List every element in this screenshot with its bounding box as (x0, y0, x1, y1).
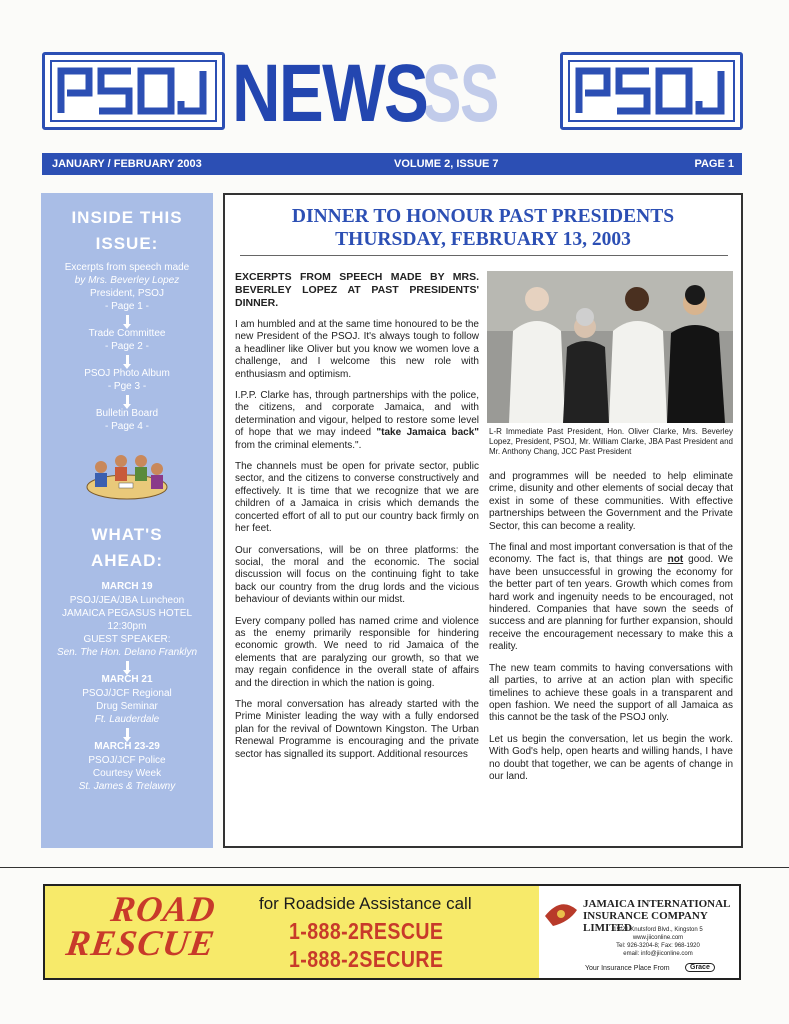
down-arrow-icon (126, 661, 129, 671)
toc-item-line: by Mrs. Beverley Lopez (74, 275, 180, 286)
event-line: Drug Seminar (96, 701, 158, 712)
photo-caption: L-R Immediate Past President, Hon. Oliver Clarke, Mrs. Beverley Lopez, President, PSOJ, Mr. William Clarke, JBA Past President and Mr. Anthony Chang, JCC Past President (489, 427, 733, 456)
article-column-right (489, 471, 733, 792)
meeting-illustration-icon (79, 445, 175, 507)
event-line: Ft. Lauderdale (94, 714, 160, 725)
jiic-tagline: Your Insurance Place From (585, 965, 670, 972)
assistance-call-text: for Roadside Assistance call (259, 894, 472, 913)
phone-number-rescue: 1-888-2RESCUE (289, 918, 444, 944)
ahead-heading-1: WHAT'S (91, 525, 163, 544)
headline-line-2: THURSDAY, FEBRUARY 13, 2003 (335, 229, 631, 250)
road-rescue-advert (43, 884, 741, 980)
article-paragraph: The new team commits to having conversations with all parties, to arrive at an action plan with specific timelines to achieve these goals in a transparent and open fashion. We need the support of all Jamaica as this cannot be the task of the PSOJ only. (489, 662, 733, 724)
issue-bar (42, 153, 742, 175)
dinner-photo (487, 271, 733, 423)
headline-line-1: DINNER TO HONOUR PAST PRESIDENTS (291, 206, 675, 227)
inside-heading-2: ISSUE: (95, 234, 159, 253)
issue-page: PAGE 1 (694, 158, 734, 170)
page-divider (0, 867, 789, 868)
headline-rule (240, 255, 728, 256)
event-line: GUEST SPEAKER: (83, 634, 171, 645)
toc-item-speech (41, 261, 213, 313)
event-date: MARCH 21 (101, 674, 153, 685)
down-arrow-icon (126, 728, 129, 738)
article-paragraph: and programmes will be needed to help eliminate crime, disunity and other elements of social decay that exist in some of these communities. With effective partnerships between the Government and the Private Sector, this can become a reality. (489, 471, 733, 532)
event-line: Sen. The Hon. Delano Franklyn (56, 647, 198, 658)
masthead-title-ghost: SS (422, 48, 498, 139)
ahead-heading-2: AHEAD: (90, 551, 164, 570)
event-date: MARCH 23-29 (94, 741, 160, 752)
article-paragraph: Let us begin the conversation, let us begin the work. With God's help, open hearts and willing hands, I have no doubt that together, we can be agents of change in our land. (489, 733, 733, 782)
event-line: 12:30pm (107, 621, 147, 632)
toc-item-photo-album (41, 367, 213, 393)
toc-item-line: Trade Committee (88, 328, 166, 339)
jiic-emblem-icon (541, 892, 581, 932)
road-rescue-line-2: RESCUE (63, 923, 218, 963)
past-presidents-photo (487, 271, 733, 423)
jiic-address: 19-21 Knutsford Blvd., Kingston 5 (613, 927, 703, 933)
issue-volume: VOLUME 2, ISSUE 7 (394, 158, 499, 170)
down-arrow-icon (126, 355, 129, 365)
article-column-left (235, 271, 479, 770)
event-march-19 (41, 580, 213, 659)
toc-item-page: - Pge 3 - (107, 381, 147, 392)
psoj-logo-icon (571, 63, 732, 119)
article-paragraph: I am humbled and at the same time honoured to be the new President of the PSOJ. It's always tough to follow a headliner like Oliver but you know we women love a challenge, and I welcome this new role with enthusiasm and optimism. (235, 319, 479, 380)
paragraph-text: from the criminal elements.". (235, 439, 362, 451)
psoj-logo-icon (53, 63, 214, 119)
article-paragraph: The channels must be open for private sector, public sector, and the citizens to converse constructively and effectively. It is time that we recognize that we are children of a Jamaica in crisis which demands the concerted effort of all to put our country back firmly on her feet. (235, 461, 479, 535)
jiic-name-line-2: INSURANCE COMPANY LIMITED (583, 910, 708, 934)
inside-heading-1: INSIDE THIS (71, 208, 183, 227)
event-line: JAMAICA PEGASUS HOTEL (61, 608, 193, 619)
article-paragraph: Every company polled has named crime and violence as the enemy primarily responsible for hindering economic growth. We need to rid Jamaica of the elements that are paralyzing our growth, so that we may regain confidence in the overall state of affairs and the direction in which the nation is going. (235, 615, 479, 689)
grace-logo: Grace (685, 963, 715, 972)
event-line: St. James & Trelawny (78, 781, 176, 792)
road-rescue-logo (63, 889, 222, 963)
toc-item-page: - Page 1 - (105, 301, 149, 312)
paragraph-text: good. We have been unsuccessful in growing the economy for the better part of ten years. Growth which comes from hard work and ingenuity needs to be encouraged, not hindered. Companies that have sown the seeds of success and are planning for further expansion, should receive the encouragement necessary to make this a reality. (489, 554, 734, 653)
jiic-website: www.jiiconline.com (632, 935, 684, 941)
event-march-21 (41, 673, 213, 726)
article-paragraph (489, 542, 733, 654)
sidebar (41, 193, 213, 848)
article-lead: EXCERPTS FROM SPEECH MADE BY MRS. BEVERLEY LOPEZ AT PAST PRESIDENTS' DINNER. (235, 271, 479, 309)
toc-item-trade (41, 327, 213, 353)
toc-item-line: Bulletin Board (95, 408, 159, 419)
psoj-logo-left (42, 52, 225, 130)
paragraph-text: The final and most important conversation is that of the economy. The fact is, that things are (489, 542, 733, 566)
toc-item-line: President, PSOJ (90, 288, 164, 299)
toc-item-line: PSOJ Photo Album (84, 368, 170, 379)
jiic-contact (583, 926, 733, 958)
toc-item-page: - Page 4 - (105, 421, 149, 432)
jiic-email: email: info@jiiconline.com (623, 951, 693, 957)
down-arrow-icon (126, 315, 129, 325)
paragraph-emphasis: "take Jamaica back" (376, 427, 480, 439)
event-march-23-29 (41, 740, 213, 793)
event-date: MARCH 19 (101, 581, 153, 592)
toc-item-page: - Page 2 - (105, 341, 149, 352)
issue-date: JANUARY / FEBRUARY 2003 (52, 158, 202, 170)
jiic-name-line-1: JAMAICA INTERNATIONAL (583, 898, 731, 910)
jiic-phone: Tel: 926-3204-8; Fax: 968-1920 (616, 943, 700, 949)
article-panel (223, 193, 743, 848)
phone-number-secure: 1-888-2SECURE (289, 946, 444, 972)
paragraph-text: I.P.P. Clarke has, through partnerships with the police, the citizens, and corporate Jamaica, and with determination and vigour, helped to restore some level of hope that we may indeed (235, 390, 479, 439)
road-rescue-line-1: ROAD (108, 889, 219, 929)
toc-item-bulletin (41, 407, 213, 433)
article-paragraph: Our conversations, will be on three platforms: the social, the moral and the economic. The social discussion will focus on the continuing fight to take back our country from the drug lords and the vicious behaviour of deviants within our midst. (235, 544, 479, 606)
article-headline (225, 205, 741, 251)
down-arrow-icon (126, 395, 129, 405)
toc-item-line: Excerpts from speech made (64, 262, 190, 273)
event-line: PSOJ/JCF Police (88, 755, 166, 766)
jiic-logo-block (539, 886, 739, 978)
psoj-logo-right (560, 52, 743, 130)
masthead-title (232, 46, 552, 141)
article-paragraph (235, 390, 479, 452)
article-paragraph: The moral conversation has already started with the Prime Minister leading the way with a fully endorsed plan for the revival of Downtown Kingston. The Urban Renewal Programme is encouraging and the private sector has signalled its support. Additional resources (235, 698, 479, 760)
event-line: PSOJ/JCF Regional (82, 688, 172, 699)
masthead-title-text: NEWS (232, 48, 428, 139)
event-line: PSOJ/JEA/JBA Luncheon (69, 595, 185, 606)
event-line: Courtesy Week (92, 768, 162, 779)
paragraph-emphasis: not (667, 554, 684, 566)
